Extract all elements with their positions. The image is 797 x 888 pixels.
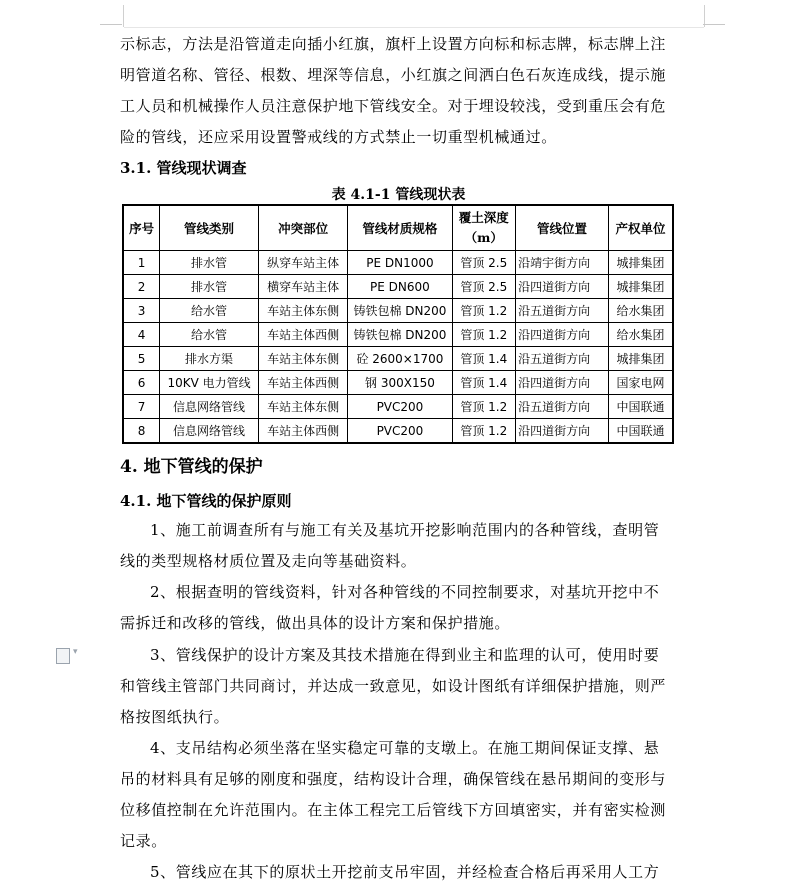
table-cell: 中国联通 bbox=[609, 419, 673, 444]
table-cell: 城排集团 bbox=[609, 347, 673, 371]
table-cell: 管顶 1.4 bbox=[452, 371, 516, 395]
text-line: 记录。 bbox=[120, 832, 167, 850]
table-cell: 车站主体东侧 bbox=[258, 299, 347, 323]
table-cell: 沿四道街方向 bbox=[516, 419, 609, 444]
table-cell: 沿四道街方向 bbox=[516, 275, 609, 299]
section-heading-4-1: 4.1. 地下管线的保护原则 bbox=[120, 492, 292, 510]
table-cell: 管顶 1.2 bbox=[452, 299, 516, 323]
text-line: 3、管线保护的设计方案及其技术措施在得到业主和监理的认可，使用时要 bbox=[150, 646, 660, 664]
paragraph-2 bbox=[120, 577, 680, 639]
table-cell: 砼 2600×1700 bbox=[348, 347, 452, 371]
table-cell: 管顶 1.4 bbox=[452, 347, 516, 371]
table-cell: 沿五道街方向 bbox=[516, 395, 609, 419]
table-row bbox=[123, 323, 673, 347]
text-line: 1、施工前调查所有与施工有关及基坑开挖影响范围内的各种管线，查明管 bbox=[150, 521, 660, 539]
paragraph-1 bbox=[120, 515, 680, 577]
table-cell: PE DN600 bbox=[348, 275, 452, 299]
table-cell: 给水管 bbox=[160, 323, 259, 347]
table-cell: 管顶 1.2 bbox=[452, 419, 516, 444]
table-cell: 车站主体西侧 bbox=[258, 323, 347, 347]
table-cell: 6 bbox=[123, 371, 160, 395]
col-header: 管线位置 bbox=[516, 205, 609, 251]
table-cell: 铸铁包棉 DN200 bbox=[348, 323, 452, 347]
paragraph-4 bbox=[120, 733, 680, 857]
table-cell: 给水集团 bbox=[609, 299, 673, 323]
table-cell: 2 bbox=[123, 275, 160, 299]
table-cell: 中国联通 bbox=[609, 395, 673, 419]
table-cell: 1 bbox=[123, 251, 160, 275]
text-line: 需拆迁和改移的管线，做出具体的设计方案和保护措施。 bbox=[120, 614, 511, 632]
table-caption: 表 4.1-1 管线现状表 bbox=[331, 187, 466, 203]
table-cell: 给水管 bbox=[160, 299, 259, 323]
table-cell: 管顶 1.2 bbox=[452, 395, 516, 419]
table-cell: PE DN1000 bbox=[348, 251, 452, 275]
col-header: 产权单位 bbox=[609, 205, 673, 251]
table-row bbox=[123, 251, 673, 275]
table-cell: 7 bbox=[123, 395, 160, 419]
text-line: 线的类型规格材质位置及走向等基础资料。 bbox=[120, 552, 417, 570]
table-cell: 给水集团 bbox=[609, 323, 673, 347]
table-cell: 8 bbox=[123, 419, 160, 444]
document-icon[interactable] bbox=[56, 648, 70, 664]
table-cell: 沿五道街方向 bbox=[516, 299, 609, 323]
margin-corner-mark bbox=[100, 24, 122, 25]
table-cell: 纵穿车站主体 bbox=[258, 251, 347, 275]
table-cell: 信息网络管线 bbox=[160, 395, 259, 419]
text-line: 示标志，方法是沿管道走向插小红旗，旗杆上设置方向标和标志牌，标志牌上注 bbox=[120, 35, 667, 53]
table-cell: 沿靖宇街方向 bbox=[516, 251, 609, 275]
table-cell: 沿四道街方向 bbox=[516, 371, 609, 395]
table-cell: 车站主体东侧 bbox=[258, 395, 347, 419]
table-cell: 信息网络管线 bbox=[160, 419, 259, 444]
table-cell: 沿四道街方向 bbox=[516, 323, 609, 347]
table-cell: 管顶 2.5 bbox=[452, 251, 516, 275]
table-cell: 铸铁包棉 DN200 bbox=[348, 299, 452, 323]
table-cell: 沿五道街方向 bbox=[516, 347, 609, 371]
pipeline-status-table bbox=[122, 204, 674, 444]
table-cell: 城排集团 bbox=[609, 275, 673, 299]
table-row bbox=[123, 299, 673, 323]
col-header: 冲突部位 bbox=[258, 205, 347, 251]
table-cell: 国家电网 bbox=[609, 371, 673, 395]
table-cell: 4 bbox=[123, 323, 160, 347]
table-cell: 管顶 1.2 bbox=[452, 323, 516, 347]
text-line: 险的管线，还应采用设置警戒线的方式禁止一切重型机械通过。 bbox=[120, 128, 557, 146]
table-cell: 10KV 电力管线 bbox=[160, 371, 259, 395]
col-header: 覆土深度（m） bbox=[452, 205, 516, 251]
intro-paragraph bbox=[120, 29, 680, 153]
table-cell: 3 bbox=[123, 299, 160, 323]
text-line: 明管道名称、管径、根数、埋深等信息，小红旗之间洒白色石灰连成线，提示施 bbox=[120, 66, 667, 84]
col-header: 管线材质规格 bbox=[348, 205, 452, 251]
table-row bbox=[123, 371, 673, 395]
table-cell: 城排集团 bbox=[609, 251, 673, 275]
paragraph-3 bbox=[120, 640, 680, 733]
table-cell: PVC200 bbox=[348, 395, 452, 419]
table-cell: 5 bbox=[123, 347, 160, 371]
margin-corner-mark bbox=[703, 24, 725, 25]
table-cell: 车站主体西侧 bbox=[258, 371, 347, 395]
table-cell: 排水方渠 bbox=[160, 347, 259, 371]
col-header: 序号 bbox=[123, 205, 160, 251]
table-cell: 车站主体西侧 bbox=[258, 419, 347, 444]
text-line: 吊的材料具有足够的刚度和强度，结构设计合理，确保管线在悬吊期间的变形与 bbox=[120, 770, 667, 788]
table-cell: 车站主体东侧 bbox=[258, 347, 347, 371]
section-heading-4: 4. 地下管线的保护 bbox=[120, 457, 263, 477]
table-header-row bbox=[123, 205, 673, 251]
col-header: 管线类别 bbox=[160, 205, 259, 251]
text-line: 2、根据查明的管线资料，针对各种管线的不同控制要求，对基坑开挖中不 bbox=[150, 583, 660, 601]
table-row bbox=[123, 395, 673, 419]
table-row bbox=[123, 419, 673, 444]
text-line: 格按图纸执行。 bbox=[120, 708, 230, 726]
table-cell: 管顶 2.5 bbox=[452, 275, 516, 299]
text-line: 和管线主管部门共同商讨，并达成一致意见，如设计图纸有详细保护措施，则严 bbox=[120, 677, 667, 695]
table-cell: 排水管 bbox=[160, 251, 259, 275]
table-row bbox=[123, 275, 673, 299]
text-line: 5、管线应在其下的原状土开挖前支吊牢固，并经检查合格后再采用人工方 bbox=[150, 863, 660, 881]
text-line: 工人员和机械操作人员注意保护地下管线安全。对于埋设较浅，受到重压会有危 bbox=[120, 97, 667, 115]
table-cell: 钢 300X150 bbox=[348, 371, 452, 395]
table-cell: PVC200 bbox=[348, 419, 452, 444]
page-header-frame bbox=[123, 5, 705, 27]
text-line: 4、支吊结构必须坐落在坚实稳定可靠的支墩上。在施工期间保证支撑、悬 bbox=[150, 739, 660, 757]
text-line: 位移值控制在允许范围内。在主体工程完工后管线下方回填密实，并有密实检测 bbox=[120, 801, 667, 819]
table-cell: 排水管 bbox=[160, 275, 259, 299]
table-row bbox=[123, 347, 673, 371]
table-cell: 横穿车站主体 bbox=[258, 275, 347, 299]
paragraph-5 bbox=[120, 857, 680, 888]
section-heading-3-1: 3.1. 管线现状调查 bbox=[120, 159, 247, 177]
